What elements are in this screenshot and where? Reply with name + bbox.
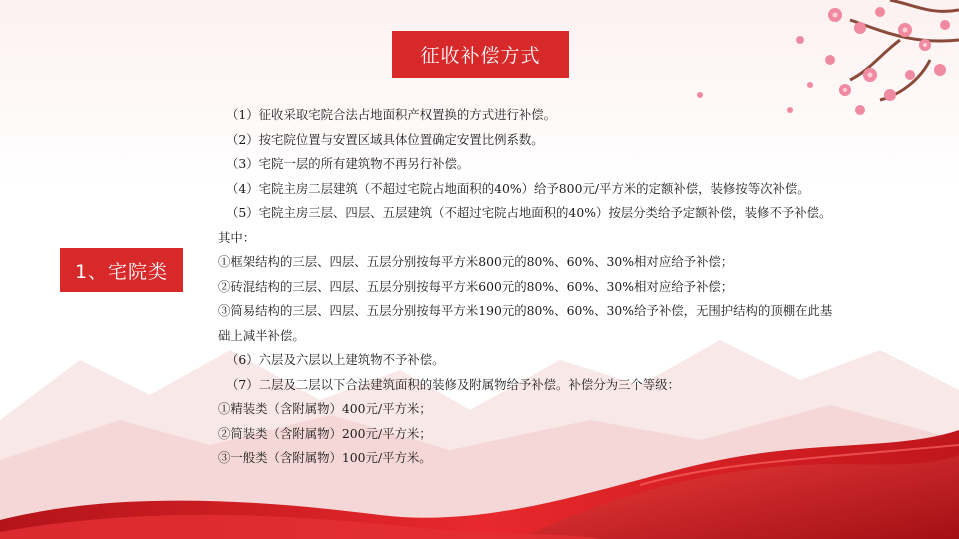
paragraph: （4）宅院主房二层建筑（不超过宅院占地面积的40%）给予800元/平方米的定额补偿，装修按等次补偿。 (226, 180, 810, 196)
paragraph: 其中： (218, 229, 256, 245)
paragraph: ②简装类（含附属物）200元/平方米； (218, 425, 432, 441)
section-label: 1、宅院类 (60, 248, 183, 292)
paragraph: ①精装类（含附属物）400元/平方米； (218, 401, 432, 416)
paragraph: （3）宅院一层的所有建筑物不再另行补偿。 (226, 156, 470, 171)
page-title: 征收补偿方式 (392, 31, 569, 78)
paragraph: （2）按宅院位置与安置区域具体位置确定安置比例系数。 (226, 131, 544, 147)
paragraph: （1）征收采取宅院合法占地面积产权置换的方式进行补偿。 (226, 107, 557, 122)
paragraph: ①框架结构的三层、四层、五层分别按每平方米800元的80%、60%、30%相对应给予补偿； (218, 254, 734, 269)
paragraph: ②砖混结构的三层、四层、五层分别按每平方米600元的80%、60%、30%相对应给予补偿； (218, 278, 734, 294)
paragraph: ③一般类（含附属物）100元/平方米。 (218, 450, 432, 465)
paragraph: （6）六层及六层以上建筑物不予补偿。 (226, 352, 445, 367)
paragraph: ③简易结构的三层、四层、五层分别按每平方米190元的80%、60%、30%给予补偿，无围护结构的顶棚在此基 (218, 303, 833, 318)
paragraph: 础上减半补偿。 (218, 327, 305, 343)
paragraph: （5）宅院主房三层、四层、五层建筑（不超过宅院占地面积的40%）按层分类给予定额补偿，装修不予补偿。 (226, 205, 832, 220)
content-text (218, 103, 918, 471)
paragraph: （7）二层及二层以下合法建筑面积的装修及附属物给予补偿。补偿分为三个等级： (226, 376, 680, 392)
